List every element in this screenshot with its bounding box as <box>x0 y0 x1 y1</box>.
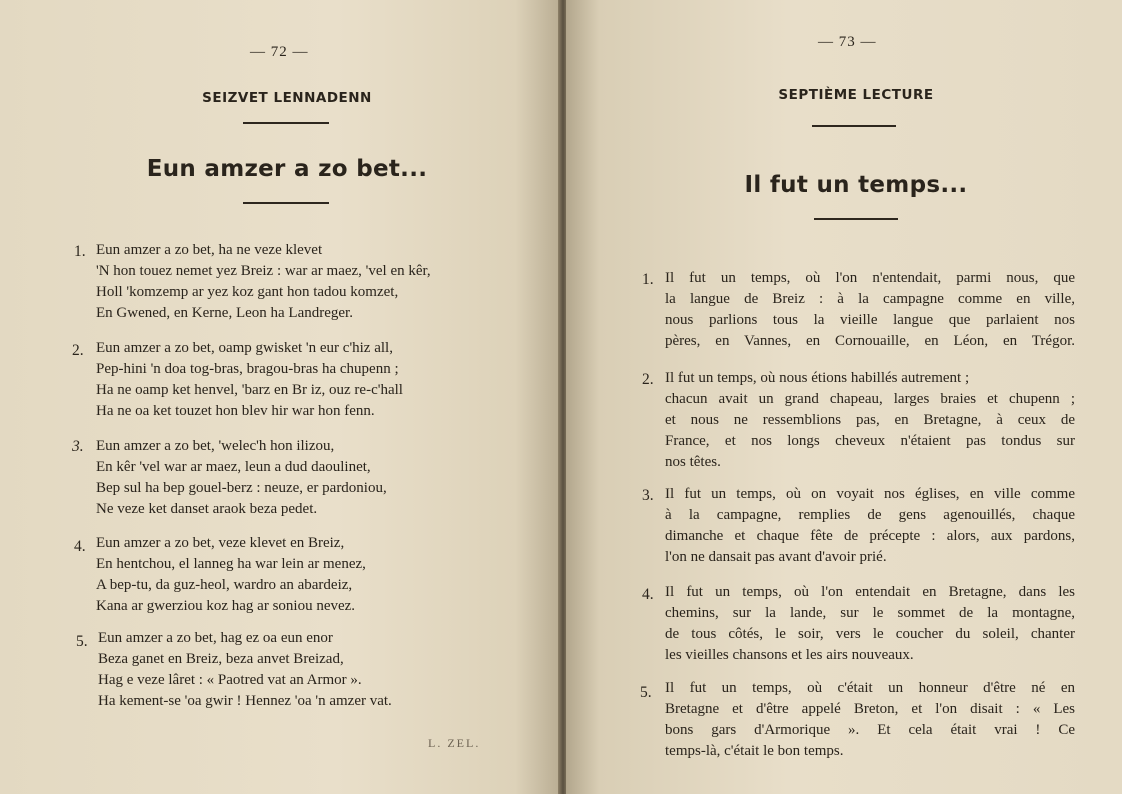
stanza-line: 'N hon touez nemet yez Breiz : war ar maez, 'vel en kêr, <box>96 263 431 279</box>
stanza-number: 2. <box>72 342 84 359</box>
paragraph <box>665 484 1075 568</box>
stanza-line: En kêr 'vel war ar maez, leun a dud daoulinet, <box>96 459 371 475</box>
paragraph-line: temps-là, c'était le bon temps. <box>665 743 844 759</box>
paragraph <box>665 368 1075 473</box>
paragraph-line: chacun avait un grand chapeau, larges braies et chupenn ; <box>665 391 1075 407</box>
stanza-line: Eun amzer a zo bet, veze klevet en Breiz, <box>96 535 345 551</box>
stanza-line: Bep sul ha bep gouel-berz : neuze, er pardoniou, <box>96 480 387 496</box>
paragraph-line: Il fut un temps, où c'était un honneur d'être né en <box>665 680 1075 696</box>
right-page-title: Il fut un temps... <box>744 172 968 198</box>
stanza-line: A bep-tu, da guz-heol, wardro an abardeiz, <box>96 577 353 593</box>
stanza-number: 4. <box>74 538 86 555</box>
paragraph-line: Il fut un temps, où l'on n'entendait, parmi nous, que <box>665 270 1075 286</box>
stanza-number: 5. <box>76 633 88 650</box>
stanza-number: 1. <box>74 243 86 260</box>
stanza-line: En Gwened, en Kerne, Leon ha Landreger. <box>96 305 353 321</box>
paragraph-line: bons gars d'Armorique ». Et cela était vrai ! Ce <box>665 722 1075 738</box>
stanza-line: Eun amzer a zo bet, hag ez oa eun enor <box>98 630 333 646</box>
paragraph-number: 4. <box>642 586 654 603</box>
right-title-rule <box>814 218 898 220</box>
stanza-line: Pep-hini 'n doa tog-bras, bragou-bras ha chupenn ; <box>96 361 399 377</box>
stanza-line: Hag e veze lâret : « Paotred vat an Armor ». <box>98 672 362 688</box>
stanza-line: Ha ne oamp ket henvel, 'barz en Br iz, ouz re-c'hall <box>96 382 403 398</box>
left-title-rule <box>243 202 329 204</box>
paragraph-line: chemins, sur la lande, sur le sommet de la montagne, <box>665 605 1075 621</box>
left-page-heading: SEIZVET LENNADENN <box>202 90 372 106</box>
stanza <box>96 436 387 520</box>
stanza-line: Eun amzer a zo bet, 'welec'h hon ilizou, <box>96 438 335 454</box>
stanza-line: Holl 'komzemp ar yez koz gant hon tadou komzet, <box>96 284 399 300</box>
paragraph-number: 2. <box>642 371 654 388</box>
right-page-number: — 73 — <box>818 34 877 50</box>
paragraph-line: Bretagne et d'être appelé Breton, et l'on disait : « Les <box>665 701 1075 717</box>
stanza-line: Ha kement-se 'oa gwir ! Hennez 'oa 'n amzer vat. <box>98 693 392 709</box>
paragraph-line: France, et nos longs cheveux n'étaient pas tondus sur <box>665 433 1075 449</box>
left-heading-rule <box>243 122 329 124</box>
paragraph-number: 3. <box>642 487 654 504</box>
paragraph-line: la langue de Breiz : à la campagne comme en ville, <box>665 291 1075 307</box>
signature: L. ZEL. <box>428 736 481 750</box>
paragraph-line: de tous côtés, le soir, vers le coucher du soleil, chanter <box>665 626 1075 642</box>
paragraph <box>665 582 1075 666</box>
stanza <box>98 628 392 712</box>
paragraph-line: nos têtes. <box>665 454 721 470</box>
stanza-line: En hentchou, el lanneg ha war lein ar menez, <box>96 556 366 572</box>
right-page <box>566 0 1122 794</box>
right-page-heading: SEPTIÈME LECTURE <box>778 87 934 103</box>
stanza-line: Kana ar gwerziou koz hag ar soniou nevez. <box>96 598 356 614</box>
paragraph-line: Il fut un temps, où l'on entendait en Bretagne, dans les <box>665 584 1075 600</box>
left-page-number: — 72 — <box>250 44 309 60</box>
stanza <box>96 240 431 324</box>
paragraph-line: nous parlions tous la vieille langue que parlaient nos <box>665 312 1075 328</box>
left-page <box>0 0 560 794</box>
stanza <box>96 533 366 617</box>
paragraph-line: et nous ne ressemblions pas, en Bretagne, à ceux de <box>665 412 1075 428</box>
paragraph-line: Il fut un temps, où nous étions habillés autrement ; <box>665 370 970 386</box>
stanza-line: Eun amzer a zo bet, oamp gwisket 'n eur c'hiz all, <box>96 340 393 356</box>
paragraph-line: dimanche et chaque fête de précepte : alors, aux pardons, <box>665 528 1075 544</box>
paragraph-line: pères, en Vannes, en Cornouaille, en Léon, en Trégor. <box>665 333 1075 349</box>
stanza-line: Ne veze ket danset araok beza pedet. <box>96 501 318 517</box>
paragraph-line: les vieilles chansons et les airs nouveaux. <box>665 647 914 663</box>
paragraph-line: à la campagne, remplies de gens agenouillés, chaque <box>665 507 1075 523</box>
paragraph-line: Il fut un temps, où on voyait nos églises, en ville comme <box>665 486 1075 502</box>
paragraph-line: l'on ne dansait pas avant d'avoir prié. <box>665 549 887 565</box>
paragraph <box>665 678 1075 762</box>
right-heading-rule <box>812 125 896 127</box>
left-page-title: Eun amzer a zo bet... <box>146 156 428 182</box>
stanza <box>96 338 403 422</box>
stanza-line: Beza ganet en Breiz, beza anvet Breizad, <box>98 651 344 667</box>
stanza-line: Eun amzer a zo bet, ha ne veze klevet <box>96 242 323 258</box>
paragraph-number: 5. <box>640 684 652 701</box>
paragraph-number: 1. <box>642 271 654 288</box>
stanza-number: 3. <box>72 438 84 455</box>
paragraph <box>665 268 1075 352</box>
stanza-line: Ha ne oa ket touzet hon blev hir war hon fenn. <box>96 403 375 419</box>
